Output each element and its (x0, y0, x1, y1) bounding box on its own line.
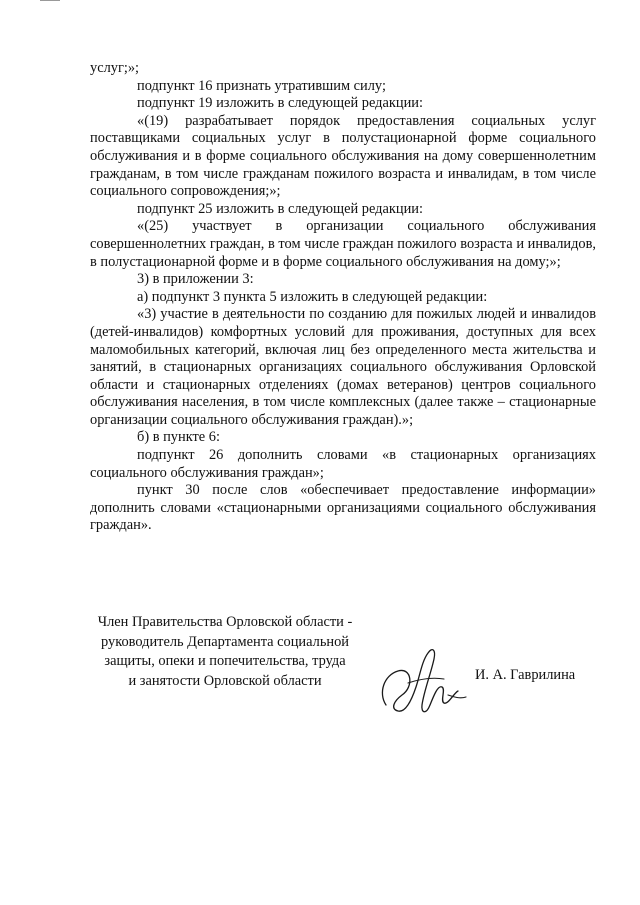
signature-stroke-2 (408, 678, 466, 698)
paragraph-12: пункт 30 после слов «обеспечивает предоставление информации» дополнить словами «стационарными организациями социального обслуживания граждан». (90, 482, 596, 534)
signatory-title-line-1: Член Правительства Орловской области - (97, 614, 353, 630)
page-top-mark (40, 0, 60, 1)
paragraph-3: подпункт 19 изложить в следующей редакции: (137, 95, 423, 112)
paragraph-2: подпункт 16 признать утратившим силу; (137, 77, 386, 94)
paragraph-4: «(19) разрабатывает порядок предоставления социальных услуг поставщиками социальных услуг в полустационарной форме социального обслуживания и в форме социального обслуживания на дому совершеннолетним гражданам, в том числе гражданам пожилого возраста и инвалидам, в том числе социального сопровождения;»; (90, 112, 596, 200)
paragraph-7: 3) в приложении 3: (137, 271, 254, 288)
paragraph-11: подпункт 26 дополнить словами «в стационарных организациях социального обслуживания граждан»; (90, 447, 596, 481)
signature-block (90, 613, 596, 723)
handwritten-signature (368, 635, 478, 720)
signatory-title-line-4: и занятости Орловской области (128, 672, 322, 689)
paragraph-10: б) в пункте 6: (137, 429, 220, 446)
signatory-title-line-3: защиты, опеки и попечительства, труда (104, 653, 346, 669)
paragraph-6: «(25) участвует в организации социального обслуживания совершеннолетних граждан, в том числе граждан пожилого возраста и инвалидов, в полустационарной форме и в форме социального обслуживания на дому;»; (90, 218, 596, 270)
paragraph-1: услуг;»; (90, 60, 140, 76)
signatory-title (90, 613, 360, 691)
paragraph-5: подпункт 25 изложить в следующей редакции: (137, 200, 423, 217)
signature-stroke-1 (382, 650, 458, 712)
paragraph-8: а) подпункт 3 пункта 5 изложить в следующей редакции: (137, 288, 488, 305)
paragraph-9: «3) участие в деятельности по созданию для пожилых людей и инвалидов (детей-инвалидов) комфортных условий для проживания, доступных для всех маломобильных категорий, включая лиц без определенного места жительства и занятий, в стационарных организациях социального обслуживания Орловской области и стационарных отделениях (домах ветеранов) центров социального обслуживания населения, в том числе комплексных (далее также – стационарные организации социального обслуживания граждан).»; (90, 306, 596, 428)
signatory-title-line-2: руководитель Департамента социальной (101, 633, 349, 650)
document-body (90, 60, 596, 535)
signatory-name: И. А. Гаврилина (475, 667, 576, 683)
